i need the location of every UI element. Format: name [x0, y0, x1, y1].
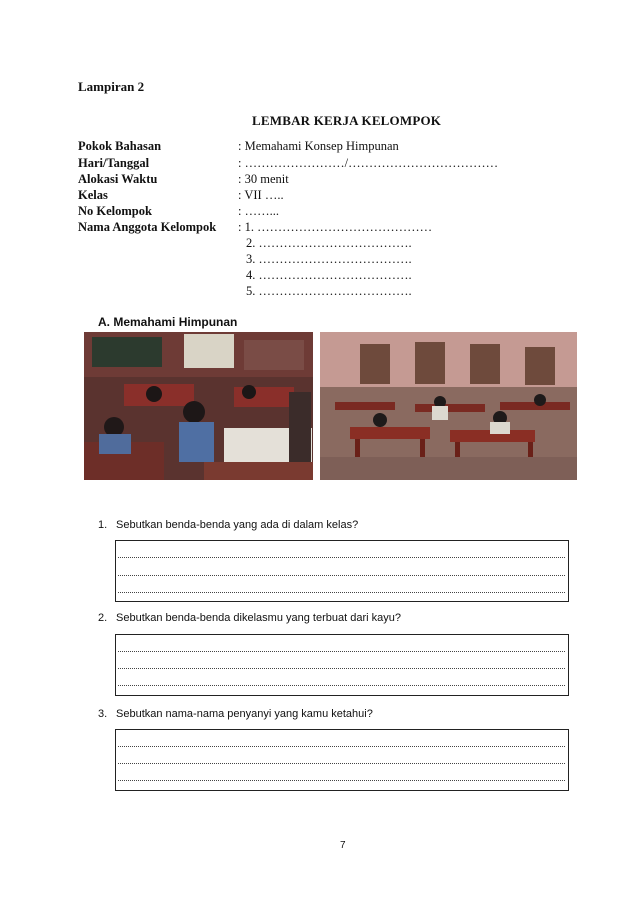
question-2-number: 2. [98, 612, 108, 624]
worksheet-title: LEMBAR KERJA KELOMPOK [252, 113, 442, 128]
member-line-4: 4. ………………………………. [246, 268, 412, 282]
member-line-2: 2. ………………………………. [246, 236, 412, 250]
page-number: 7 [340, 840, 346, 851]
member-line-5: 5. ………………………………. [246, 284, 412, 298]
answer-line [118, 575, 565, 576]
classroom-photo-right [320, 332, 577, 480]
info-label-time: Alokasi Waktu [78, 172, 158, 186]
question-1-number: 1. [98, 519, 108, 531]
info-value-topic: : Memahami Konsep Himpunan [238, 139, 399, 153]
section-a-heading: A. Memahami Himpunan [98, 315, 238, 329]
question-3-number: 3. [98, 708, 108, 720]
answer-line [118, 651, 565, 652]
answer-line [118, 746, 565, 747]
info-value-time: : 30 menit [238, 172, 289, 186]
info-value-class: : VII ….. [238, 188, 284, 202]
question-2-text: Sebutkan benda-benda dikelasmu yang terbuat dari kayu? [116, 612, 401, 624]
answer-line [118, 685, 565, 686]
member-line-3: 3. ………………………………. [246, 252, 412, 266]
info-label-group-number: No Kelompok [78, 204, 152, 218]
info-label-class: Kelas [78, 188, 108, 202]
answer-line [118, 592, 565, 593]
appendix-label: Lampiran 2 [78, 79, 145, 94]
info-value-group-number: : ……... [238, 204, 279, 218]
info-label-date: Hari/Tanggal [78, 156, 150, 170]
answer-line [118, 668, 565, 669]
answer-line [118, 780, 565, 781]
answer-line [118, 763, 565, 764]
question-3-text: Sebutkan nama-nama penyanyi yang kamu ketahui? [116, 708, 373, 720]
question-3-answer-box[interactable] [115, 729, 569, 791]
info-value-date: : ……………………/……………………………… [238, 156, 499, 170]
question-2-answer-box[interactable] [115, 634, 569, 696]
info-label-topic: Pokok Bahasan [78, 139, 162, 153]
question-1-text: Sebutkan benda-benda yang ada di dalam kelas? [116, 519, 359, 531]
answer-line [118, 557, 565, 558]
question-1-answer-box[interactable] [115, 540, 569, 602]
info-value-member-1: : 1. …………………………………… [238, 220, 433, 234]
classroom-photo-left [84, 332, 313, 480]
info-label-members: Nama Anggota Kelompok [78, 220, 217, 234]
